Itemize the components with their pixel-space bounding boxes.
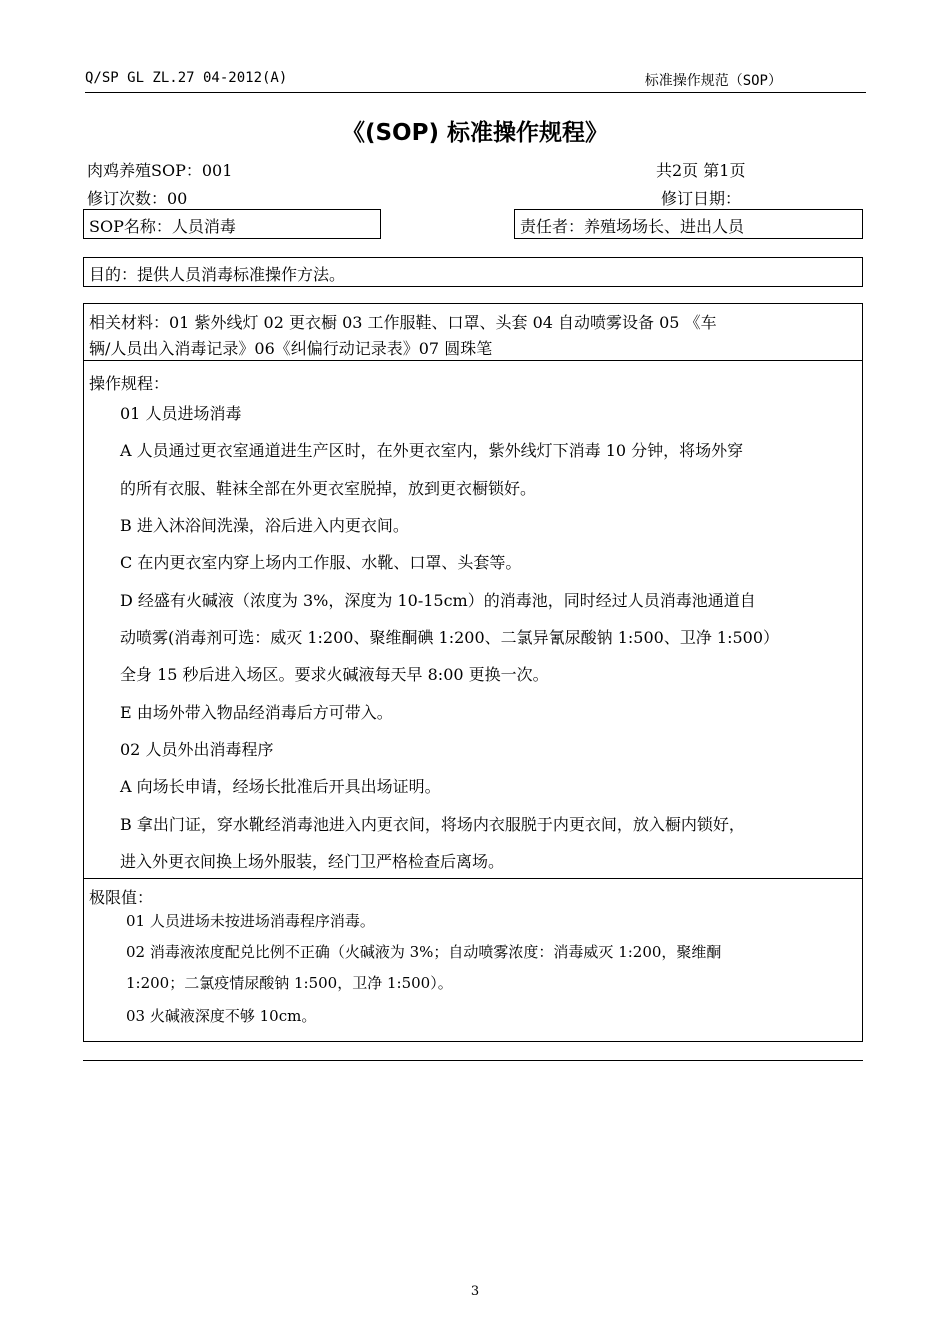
procedure-line: B 拿出门证，穿水靴经消毒池进入内更衣间，将场内衣服脱于内更衣间，放入橱内锁好，	[120, 815, 745, 834]
procedure-section	[84, 361, 862, 879]
procedure-table	[83, 303, 863, 1042]
limit-line: 02 消毒液浓度配兑比例不正确（火碱液为 3%；自动喷雾浓度：消毒威灭 1:200，聚维酮	[126, 943, 722, 961]
procedure-line: 02 人员外出消毒程序	[120, 740, 274, 759]
responsible-box	[514, 209, 863, 239]
limit-line: 01 人员进场未按进场消毒程序消毒。	[126, 912, 375, 930]
procedure-line: 全身 15 秒后进入场区。要求火碱液每天早 8:00 更换一次。	[120, 665, 549, 684]
document-type: 标准操作规范（SOP）	[644, 73, 782, 89]
procedure-line: B 进入沐浴间洗澡，浴后进入内更衣间。	[120, 516, 409, 535]
revision-count: 修订次数：00	[87, 189, 188, 208]
limits-section	[84, 879, 862, 1041]
limit-line: 1:200；二氯疫情尿酸钠 1:500，卫净 1:500）。	[126, 974, 453, 992]
procedure-line: 的所有衣服、鞋袜全部在外更衣室脱掉，放到更衣橱锁好。	[120, 479, 537, 498]
procedure-line: C 在内更衣室内穿上场内工作服、水靴、口罩、头套等。	[120, 553, 522, 572]
procedure-line: 01 人员进场消毒	[120, 404, 242, 423]
procedure-line: A 人员通过更衣室通道进生产区时，在外更衣室内，紫外线灯下消毒 10 分钟，将场外穿	[120, 441, 744, 460]
limits-heading: 极限值：	[89, 888, 154, 907]
revision-date: 修订日期：	[661, 189, 742, 208]
materials-line: 辆/人员出入消毒记录》06《纠偏行动记录表》07 圆珠笔	[89, 339, 493, 358]
procedure-line: D 经盛有火碱液（浓度为 3%，深度为 10-15cm）的消毒池，同时经过人员消毒池通道自	[120, 591, 756, 610]
procedure-line: A 向场长申请，经场长批准后开具出场证明。	[120, 777, 441, 796]
limit-line: 03 火碱液深度不够 10cm。	[126, 1007, 317, 1025]
sop-name-box	[83, 209, 381, 239]
page-count: 共2页 第1页	[656, 161, 746, 180]
materials-section	[84, 304, 862, 361]
page-title: 《(SOP) 标准操作规程》	[341, 120, 608, 146]
purpose-box	[83, 257, 863, 287]
procedure-line: 动喷雾(消毒剂可选：威灭 1:200、聚维酮碘 1:200、二氯异氰尿酸钠 1:500、卫净 1:500）	[120, 628, 780, 647]
procedure-line: E 由场外带入物品经消毒后方可带入。	[120, 703, 393, 722]
bottom-rule	[83, 1060, 863, 1061]
procedure-line: 进入外更衣间换上场外服装，经门卫严格检查后离场。	[120, 852, 505, 871]
page-number: 3	[470, 1284, 480, 1299]
purpose: 目的：提供人员消毒标准操作方法。	[89, 265, 346, 284]
document-code: Q/SP GL ZL.27 04-2012(A)	[85, 70, 288, 86]
responsible: 责任者：养殖场场长、进出人员	[520, 217, 745, 236]
procedure-heading: 操作规程：	[89, 374, 170, 393]
materials-line: 相关材料：01 紫外线灯 02 更衣橱 03 工作服鞋、口罩、头套 04 自动喷雾设备 05 《车	[89, 313, 717, 332]
sop-name: SOP名称：人员消毒	[89, 217, 236, 236]
page-header	[85, 68, 866, 93]
sop-number: 肉鸡养殖SOP：001	[87, 161, 233, 180]
